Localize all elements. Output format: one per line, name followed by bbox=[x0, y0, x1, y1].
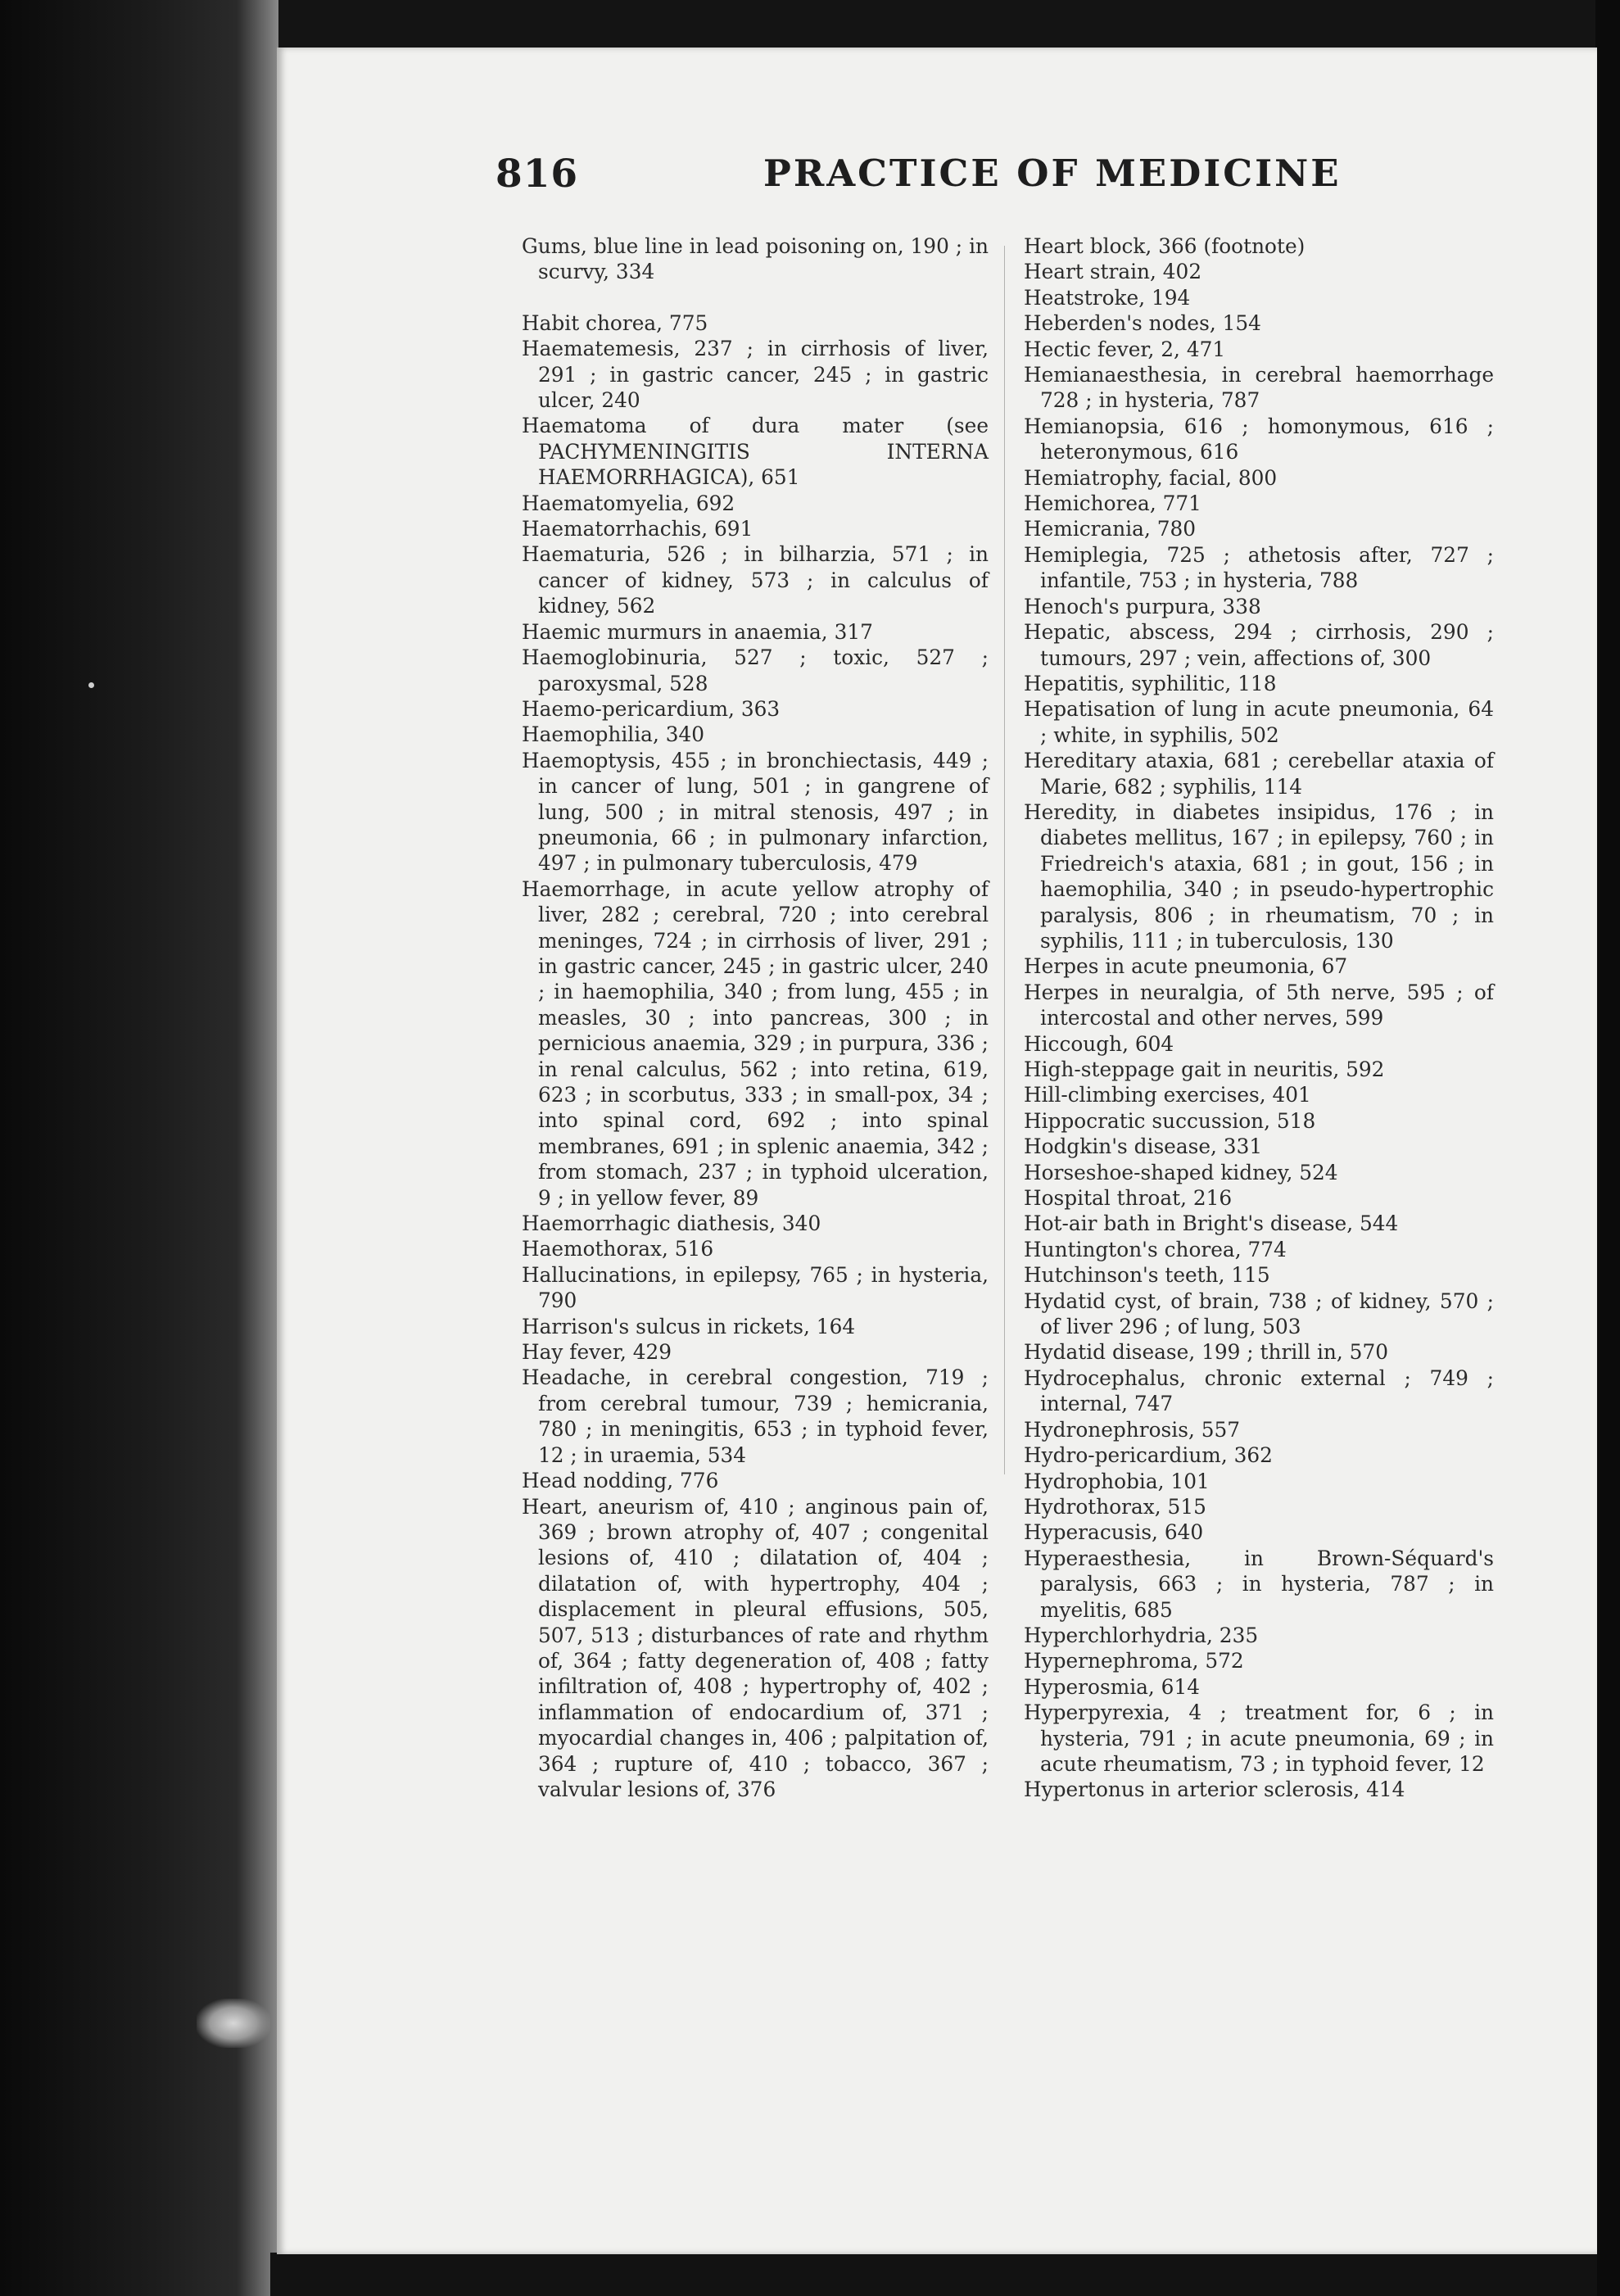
index-entry: Hospital throat, 216 bbox=[1024, 1186, 1233, 1211]
index-entry: Head nodding, 776 bbox=[522, 1469, 719, 1493]
index-entry: Haemoptysis, 455 ; in bronchiectasis, 449 ; in cancer of lung, 501 ; in gangrene of lung, 500 ; in mitral stenosis, 497 ; in pneumonia, 66 ; in pulmonary infarction, 497 ; in pulmonary tuberculosis, 479 bbox=[522, 748, 989, 876]
index-entry: High-steppage gait in neuritis, 592 bbox=[1024, 1057, 1385, 1081]
page-number: 816 bbox=[496, 152, 579, 197]
index-entry: Hydrothorax, 515 bbox=[1024, 1494, 1206, 1519]
index-entry: Hippocratic succussion, 518 bbox=[1024, 1108, 1316, 1133]
index-entry: Hodgkin's disease, 331 bbox=[1024, 1134, 1263, 1159]
index-entry: Heredity, in diabetes insipidus, 176 ; in diabetes mellitus, 167 ; in epilepsy, 760 ; in Friedreich's ataxia, 681 ; in gout, 156 ; in haemophilia, 340 ; in pseudo-hypertrophic paralysis, 806 ; in rheumatism, 70 ; in syphilis, 111 ; in tuberculosis, 130 bbox=[1024, 799, 1494, 953]
running-head: PRACTICE OF MEDICINE bbox=[763, 152, 1342, 195]
index-entry: Henoch's purpura, 338 bbox=[1024, 594, 1261, 618]
index-entry: Hydatid disease, 199 ; thrill in, 570 bbox=[1024, 1340, 1389, 1365]
index-entry: Horseshoe-shaped kidney, 524 bbox=[1024, 1160, 1338, 1184]
index-entry: Hemianopsia, 616 ; homonymous, 616 ; heteronymous, 616 bbox=[1024, 414, 1494, 464]
index-spacer bbox=[522, 285, 989, 310]
index-entry: Hemiatrophy, facial, 800 bbox=[1024, 465, 1278, 490]
index-entry: Hemichorea, 771 bbox=[1024, 491, 1201, 516]
index-column-right bbox=[1024, 233, 1494, 1803]
scan-border-bottom bbox=[270, 2253, 1597, 2296]
scan-smudge bbox=[197, 1999, 270, 2048]
index-entry: Hot-air bath in Bright's disease, 544 bbox=[1024, 1211, 1399, 1236]
index-entry: Hepatisation of lung in acute pneumonia, 64 ; white, in syphilis, 502 bbox=[1024, 697, 1494, 747]
index-column-left bbox=[522, 233, 989, 1802]
index-entry: Heatstroke, 194 bbox=[1024, 285, 1191, 310]
index-entry: Hutchinson's teeth, 115 bbox=[1024, 1263, 1270, 1288]
index-entry: Hyperosmia, 614 bbox=[1024, 1674, 1201, 1699]
index-entry: Heberden's nodes, 154 bbox=[1024, 311, 1261, 336]
index-entry: Haemorrhage, in acute yellow atrophy of liver, 282 ; cerebral, 720 ; into cerebral meninges, 724 ; in cirrhosis of liver, 291 ; in gastric cancer, 245 ; in gastric ulcer, 240 ; in haemophilia, 340 ; from lung, 455 ; in measles, 30 ; into pancreas, 300 ; in pernicious anaemia, 329 ; in purpura, 336 ; in renal calculus, 562 ; into retina, 619, 623 ; in scorbutus, 333 ; in small-pox, 34 ; into spinal cord, 692 ; into spinal membranes, 691 ; in splenic anaemia, 342 ; from stomach, 237 ; in typhoid ulceration, 9 ; in yellow fever, 89 bbox=[522, 876, 989, 1210]
index-entry: Hemianaesthesia, in cerebral haemorrhage 728 ; in hysteria, 787 bbox=[1024, 363, 1494, 413]
index-entry: Heart block, 366 (footnote) bbox=[1024, 234, 1306, 258]
index-entry: Hydro-pericardium, 362 bbox=[1024, 1443, 1273, 1468]
index-entry: Haemothorax, 516 bbox=[522, 1237, 714, 1261]
index-entry: Herpes in acute pneumonia, 67 bbox=[1024, 954, 1348, 979]
index-entry: Hydatid cyst, of brain, 738 ; of kidney, 570 ; of liver 296 ; of lung, 503 bbox=[1024, 1288, 1494, 1339]
index-entry: Haematorrhachis, 691 bbox=[522, 517, 753, 541]
index-entry: Herpes in neuralgia, of 5th nerve, 595 ; of intercostal and other nerves, 599 bbox=[1024, 980, 1494, 1030]
index-entry: Hallucinations, in epilepsy, 765 ; in hysteria, 790 bbox=[522, 1262, 989, 1313]
index-entry: Haemo-pericardium, 363 bbox=[522, 696, 781, 721]
index-entry: Hepatitis, syphilitic, 118 bbox=[1024, 671, 1277, 695]
index-entry: Hemiplegia, 725 ; athetosis after, 727 ; infantile, 753 ; in hysteria, 788 bbox=[1024, 542, 1494, 593]
index-entry: Hepatic, abscess, 294 ; cirrhosis, 290 ; tumours, 297 ; vein, affections of, 300 bbox=[1024, 620, 1494, 670]
index-entry: Hectic fever, 2, 471 bbox=[1024, 337, 1226, 361]
index-entry: Haematomyelia, 692 bbox=[522, 491, 735, 515]
index-entry: Huntington's chorea, 774 bbox=[1024, 1237, 1287, 1261]
index-entry: Haematemesis, 237 ; in cirrhosis of liver, 291 ; in gastric cancer, 245 ; in gastric ulcer, 240 bbox=[522, 337, 989, 413]
index-entry: Hyperpyrexia, 4 ; treatment for, 6 ; in hysteria, 791 ; in acute pneumonia, 69 ; in acute rheumatism, 73 ; in typhoid fever, 12 bbox=[1024, 1700, 1494, 1776]
index-entry: Hyperaesthesia, in Brown-Séquard's paralysis, 663 ; in hysteria, 787 ; in myelitis, 685 bbox=[1024, 1546, 1494, 1622]
index-entry: Hydrocephalus, chronic external ; 749 ; internal, 747 bbox=[1024, 1365, 1494, 1416]
index-entry: Heart, aneurism of, 410 ; anginous pain of, 369 ; brown atrophy of, 407 ; congenital lesions of, 410 ; dilatation of, 404 ; dilatation of, with hypertrophy, 404 ; displacement in pleural effusions, 505, 507, 513 ; disturbances of rate and rhythm of, 364 ; fatty degeneration of, 408 ; fatty infiltration of, 408 ; hypertrophy of, 402 ; inflammation of endocardium of, 371 ; myocardial changes in, 406 ; palpitation of, 364 ; rupture of, 410 ; tobacco, 367 ; valvular lesions of, 376 bbox=[522, 1494, 989, 1801]
index-entry: Headache, in cerebral congestion, 719 ; from cerebral tumour, 739 ; hemicrania, 780 ; in meningitis, 653 ; in typhoid fever, 12 ; in uraemia, 534 bbox=[522, 1365, 989, 1467]
column-divider bbox=[1004, 246, 1005, 1474]
index-entry: Habit chorea, 775 bbox=[522, 310, 708, 335]
index-entry: Haematoma of dura mater (see PACHYMENINGITIS INTERNA HAEMORRHAGICA), 651 bbox=[522, 414, 989, 490]
index-entry: Hyperacusis, 640 bbox=[1024, 1520, 1204, 1545]
scan-border-left bbox=[0, 0, 278, 2296]
index-entry: Heart strain, 402 bbox=[1024, 260, 1202, 284]
index-entry: Gums, blue line in lead poisoning on, 190 ; in scurvy, 334 bbox=[522, 234, 989, 284]
index-entry: Haemoglobinuria, 527 ; toxic, 527 ; paroxysmal, 528 bbox=[522, 645, 989, 695]
index-entry: Hypertonus in arterior sclerosis, 414 bbox=[1024, 1777, 1405, 1802]
index-entry: Hemicrania, 780 bbox=[1024, 517, 1197, 541]
index-entry: Haemic murmurs in anaemia, 317 bbox=[522, 619, 873, 644]
index-entry: Hydronephrosis, 557 bbox=[1024, 1417, 1241, 1442]
index-entry: Haematuria, 526 ; in bilharzia, 571 ; in cancer of kidney, 573 ; in calculus of kidney, 562 bbox=[522, 542, 989, 618]
index-entry: Haemorrhagic diathesis, 340 bbox=[522, 1211, 821, 1236]
index-entry: Hill-climbing exercises, 401 bbox=[1024, 1083, 1311, 1107]
scan-border-right bbox=[1595, 0, 1620, 2296]
index-entry: Hydrophobia, 101 bbox=[1024, 1469, 1210, 1493]
index-entry: Haemophilia, 340 bbox=[522, 722, 705, 747]
scan-speck bbox=[88, 682, 94, 688]
index-entry: Hiccough, 604 bbox=[1024, 1031, 1174, 1056]
index-entry: Harrison's sulcus in rickets, 164 bbox=[522, 1314, 856, 1338]
index-entry: Hay fever, 429 bbox=[522, 1340, 672, 1365]
index-entry: Hereditary ataxia, 681 ; cerebellar ataxia of Marie, 682 ; syphilis, 114 bbox=[1024, 749, 1494, 799]
index-entry: Hypernephroma, 572 bbox=[1024, 1649, 1244, 1673]
index-entry: Hyperchlorhydria, 235 bbox=[1024, 1623, 1259, 1647]
